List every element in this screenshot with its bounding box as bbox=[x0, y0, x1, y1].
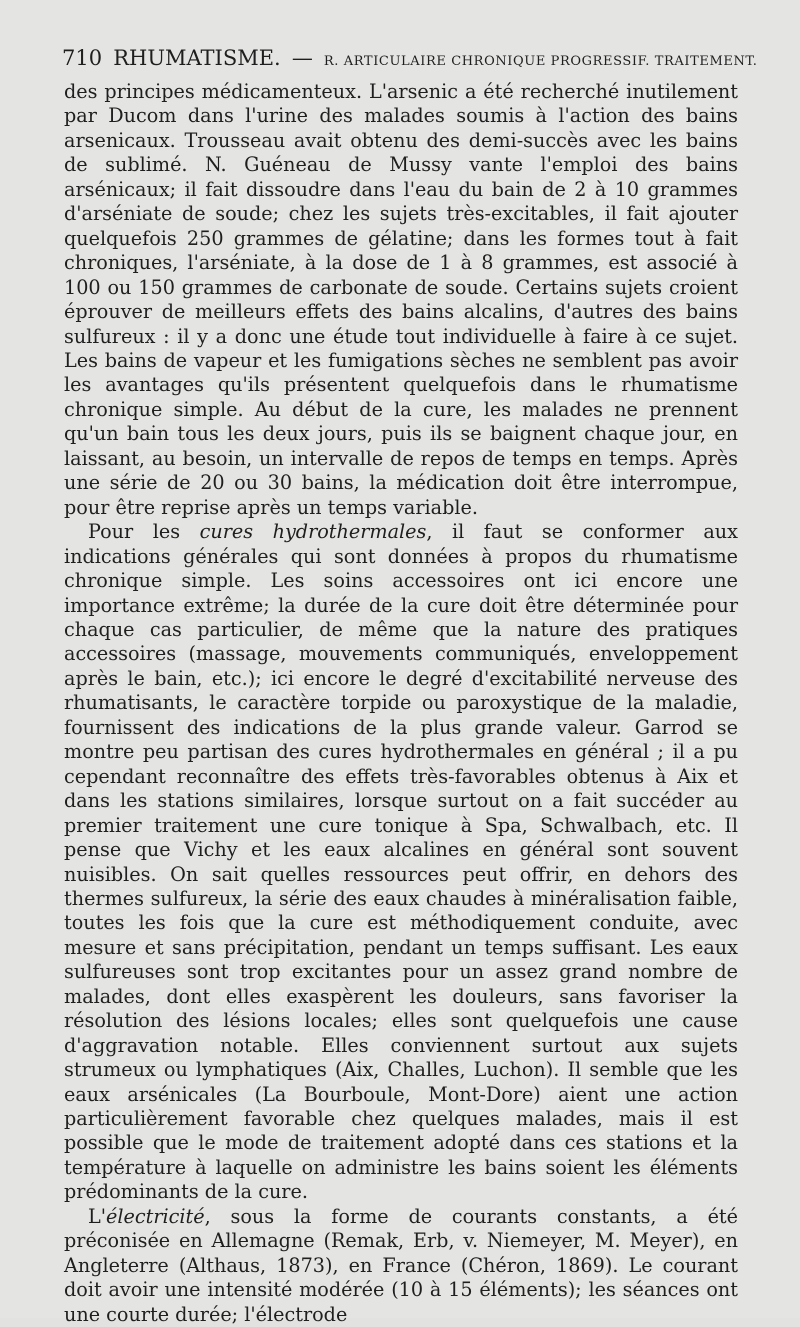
p3-lead: L' bbox=[88, 1204, 107, 1228]
p2-rest: , il faut se conformer aux indications générales qui sont données à propos du rhumatisme chronique simple. Les soins accessoires ont ici encore une importance extrême; la durée de la cure doit être déterminée pour chaque cas particulier, de même que la nature des pratiques accessoires (massage, mouvements communiqués, enveloppement après le bain, etc.); ici encore le degré d'excitabilité nerveuse des rhumatisants, le caractère torpide ou paroxystique de la maladie, fournissent des indications de la plus grande valeur. Garrod se montre peu partisan des cures hydrothermales en général ; il a pu cependant reconnaître des effets très-favorables obtenus à Aix et dans les stations similaires, lorsque surtout on a fait succéder au premier traitement une cure tonique à Spa, Schwalbach, etc. Il pense que Vichy et les eaux alcalines en général sont souvent nuisibles. On sait quelles ressources peut offrir, en dehors des thermes sulfureux, la série des eaux chaudes à minéralisation faible, toutes les fois que la cure est méthodiquement conduite, avec mesure et sans précipitation, pendant un temps suffisant. Les eaux sulfureuses sont trop excitantes pour un assez grand nombre de malades, dont elles exaspèrent les douleurs, sans favoriser la résolution des lésions locales; elles sont quelquefois une cause d'aggravation notable. Elles conviennent surtout aux sujets strumeux ou lymphatiques (Aix, Challes, Luchon). Il semble que les eaux arsénicales (La Bourboule, Mont-Dore) aient une action particulièrement favorable chez quelques malades, mais il est possible que le mode de traitement adopté dans ces stations et la température à laquelle on administre les bains soient les éléments prédominants de la cure. bbox=[64, 520, 738, 1204]
body-text bbox=[64, 80, 738, 1327]
paragraph-electricity bbox=[64, 1205, 738, 1327]
paragraph-hydrothermal-cures bbox=[64, 520, 738, 1205]
paragraph-arsenic-baths: des principes médicamenteux. L'arsenic a été recherché inutilement par Ducom dans l'urine des malades soumis à l'action des bains arsenicaux. Trousseau avait obtenu des demi-succès avec les bains de sublimé. N. Guéneau de Mussy vante l'emploi des bains arsénicaux; il fait dissoudre dans l'eau du bain de 2 à 10 grammes d'arséniate de soude; chez les sujets très-excitables, il fait ajouter quelquefois 250 grammes de gélatine; dans les formes tout à fait chroniques, l'arséniate, à la dose de 1 à 8 grammes, est associé à 100 ou 150 grammes de carbonate de soude. Certains sujets croient éprouver de meilleurs effets des bains alcalins, d'autres des bains sulfureux : il y a donc une étude tout individuelle à faire à ce sujet. Les bains de vapeur et les fumigations sèches ne semblent pas avoir les avantages qu'ils présentent quelquefois dans le rhumatisme chronique simple. Au début de la cure, les malades ne prennent qu'un bain tous les deux jours, puis ils se baignent chaque jour, en laissant, au besoin, un intervalle de repos de temps en temps. Après une série de 20 ou 30 bains, la médication doit être interrompue, pour être reprise après un temps variable. bbox=[64, 80, 738, 519]
p2-emphasis: cures hydrothermales bbox=[199, 520, 427, 544]
header-subtitle: R. ARTICULAIRE CHRONIQUE PROGRESSIF. TRAITEMENT. bbox=[323, 54, 758, 69]
p2-lead: Pour les bbox=[88, 520, 200, 544]
p3-rest: , sous la forme de courants constants, a été préconisée en Allemagne (Remak, Erb, v. Niemeyer, M. Meyer), en Angleterre (Althaus, 1873), en France (Chéron, 1869). Le courant doit avoir une intensité modérée (10 à 15 éléments); les séances ont une courte durée; l'électrode bbox=[64, 1204, 738, 1326]
p3-emphasis: électricité bbox=[106, 1204, 205, 1228]
running-header bbox=[62, 46, 758, 76]
header-dash: — bbox=[291, 46, 313, 70]
page-number: 710 bbox=[62, 46, 103, 70]
header-title: RHUMATISME. bbox=[113, 46, 281, 70]
